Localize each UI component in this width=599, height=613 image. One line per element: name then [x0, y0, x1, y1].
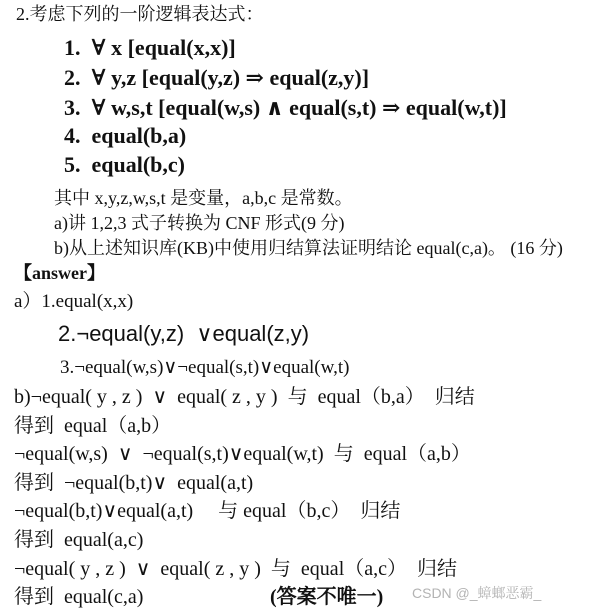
- answer-a-line-2: 2.¬equal(y,z) ∨equal(z,y): [58, 321, 310, 346]
- answer-b-line-4: 得到 ¬equal(b,t)∨ equal(a,t): [14, 472, 254, 494]
- answer-b-line-2: 得到 equal（a,b）: [14, 415, 172, 437]
- question-part-a: a)讲 1,2,3 式子转换为 CNF 形式(9 分): [54, 213, 345, 233]
- answer-b-line-8: 得到 equal(c,a): [14, 586, 144, 608]
- answer-b-line-7: ¬equal( y , z ) ∨ equal( z , y ) 与 equal（a,c） 归结: [14, 558, 457, 580]
- answer-b-line-3: ¬equal(w,s) ∨ ¬equal(s,t)∨equal(w,t) 与 equal（a,b）: [14, 443, 471, 465]
- question-part-b: b)从上述知识库(KB)中使用归结算法证明结论 equal(c,a)。 (16 分): [54, 238, 563, 258]
- formula-5: 5. equal(b,c): [64, 152, 185, 177]
- formula-4: 4. equal(b,a): [64, 123, 187, 148]
- formula-2: 2. ∀ y,z [equal(y,z) ⇒ equal(z,y)]: [64, 65, 370, 90]
- answer-b-line-1: b)¬equal( y , z ) ∨ equal( z , y ) 与 equal（b,a） 归结: [14, 386, 475, 408]
- answer-b-line-6: 得到 equal(a,c): [14, 529, 144, 551]
- csdn-watermark: CSDN @_蟑螂恶霸_: [412, 585, 542, 601]
- formula-1: 1. ∀ x [equal(x,x)]: [64, 35, 236, 60]
- answer-b-line-5: ¬equal(b,t)∨equal(a,t) 与 equal（b,c） 归结: [14, 500, 401, 522]
- answer-note: (答案不唯一): [270, 586, 384, 608]
- answer-a-line-3: 3.¬equal(w,s)∨¬equal(s,t)∨equal(w,t): [60, 357, 350, 378]
- formula-3: 3. ∀ w,s,t [equal(w,s) ∧ equal(s,t) ⇒ equal(w,t)]: [64, 95, 507, 120]
- answer-header: 【answer】: [14, 263, 105, 283]
- question-note: 其中 x,y,z,w,s,t 是变量，a,b,c 是常数。: [54, 188, 353, 208]
- question-intro: 2.考虑下列的一阶逻辑表达式：: [16, 4, 264, 24]
- answer-a-line-1: a）1.equal(x,x): [14, 291, 134, 312]
